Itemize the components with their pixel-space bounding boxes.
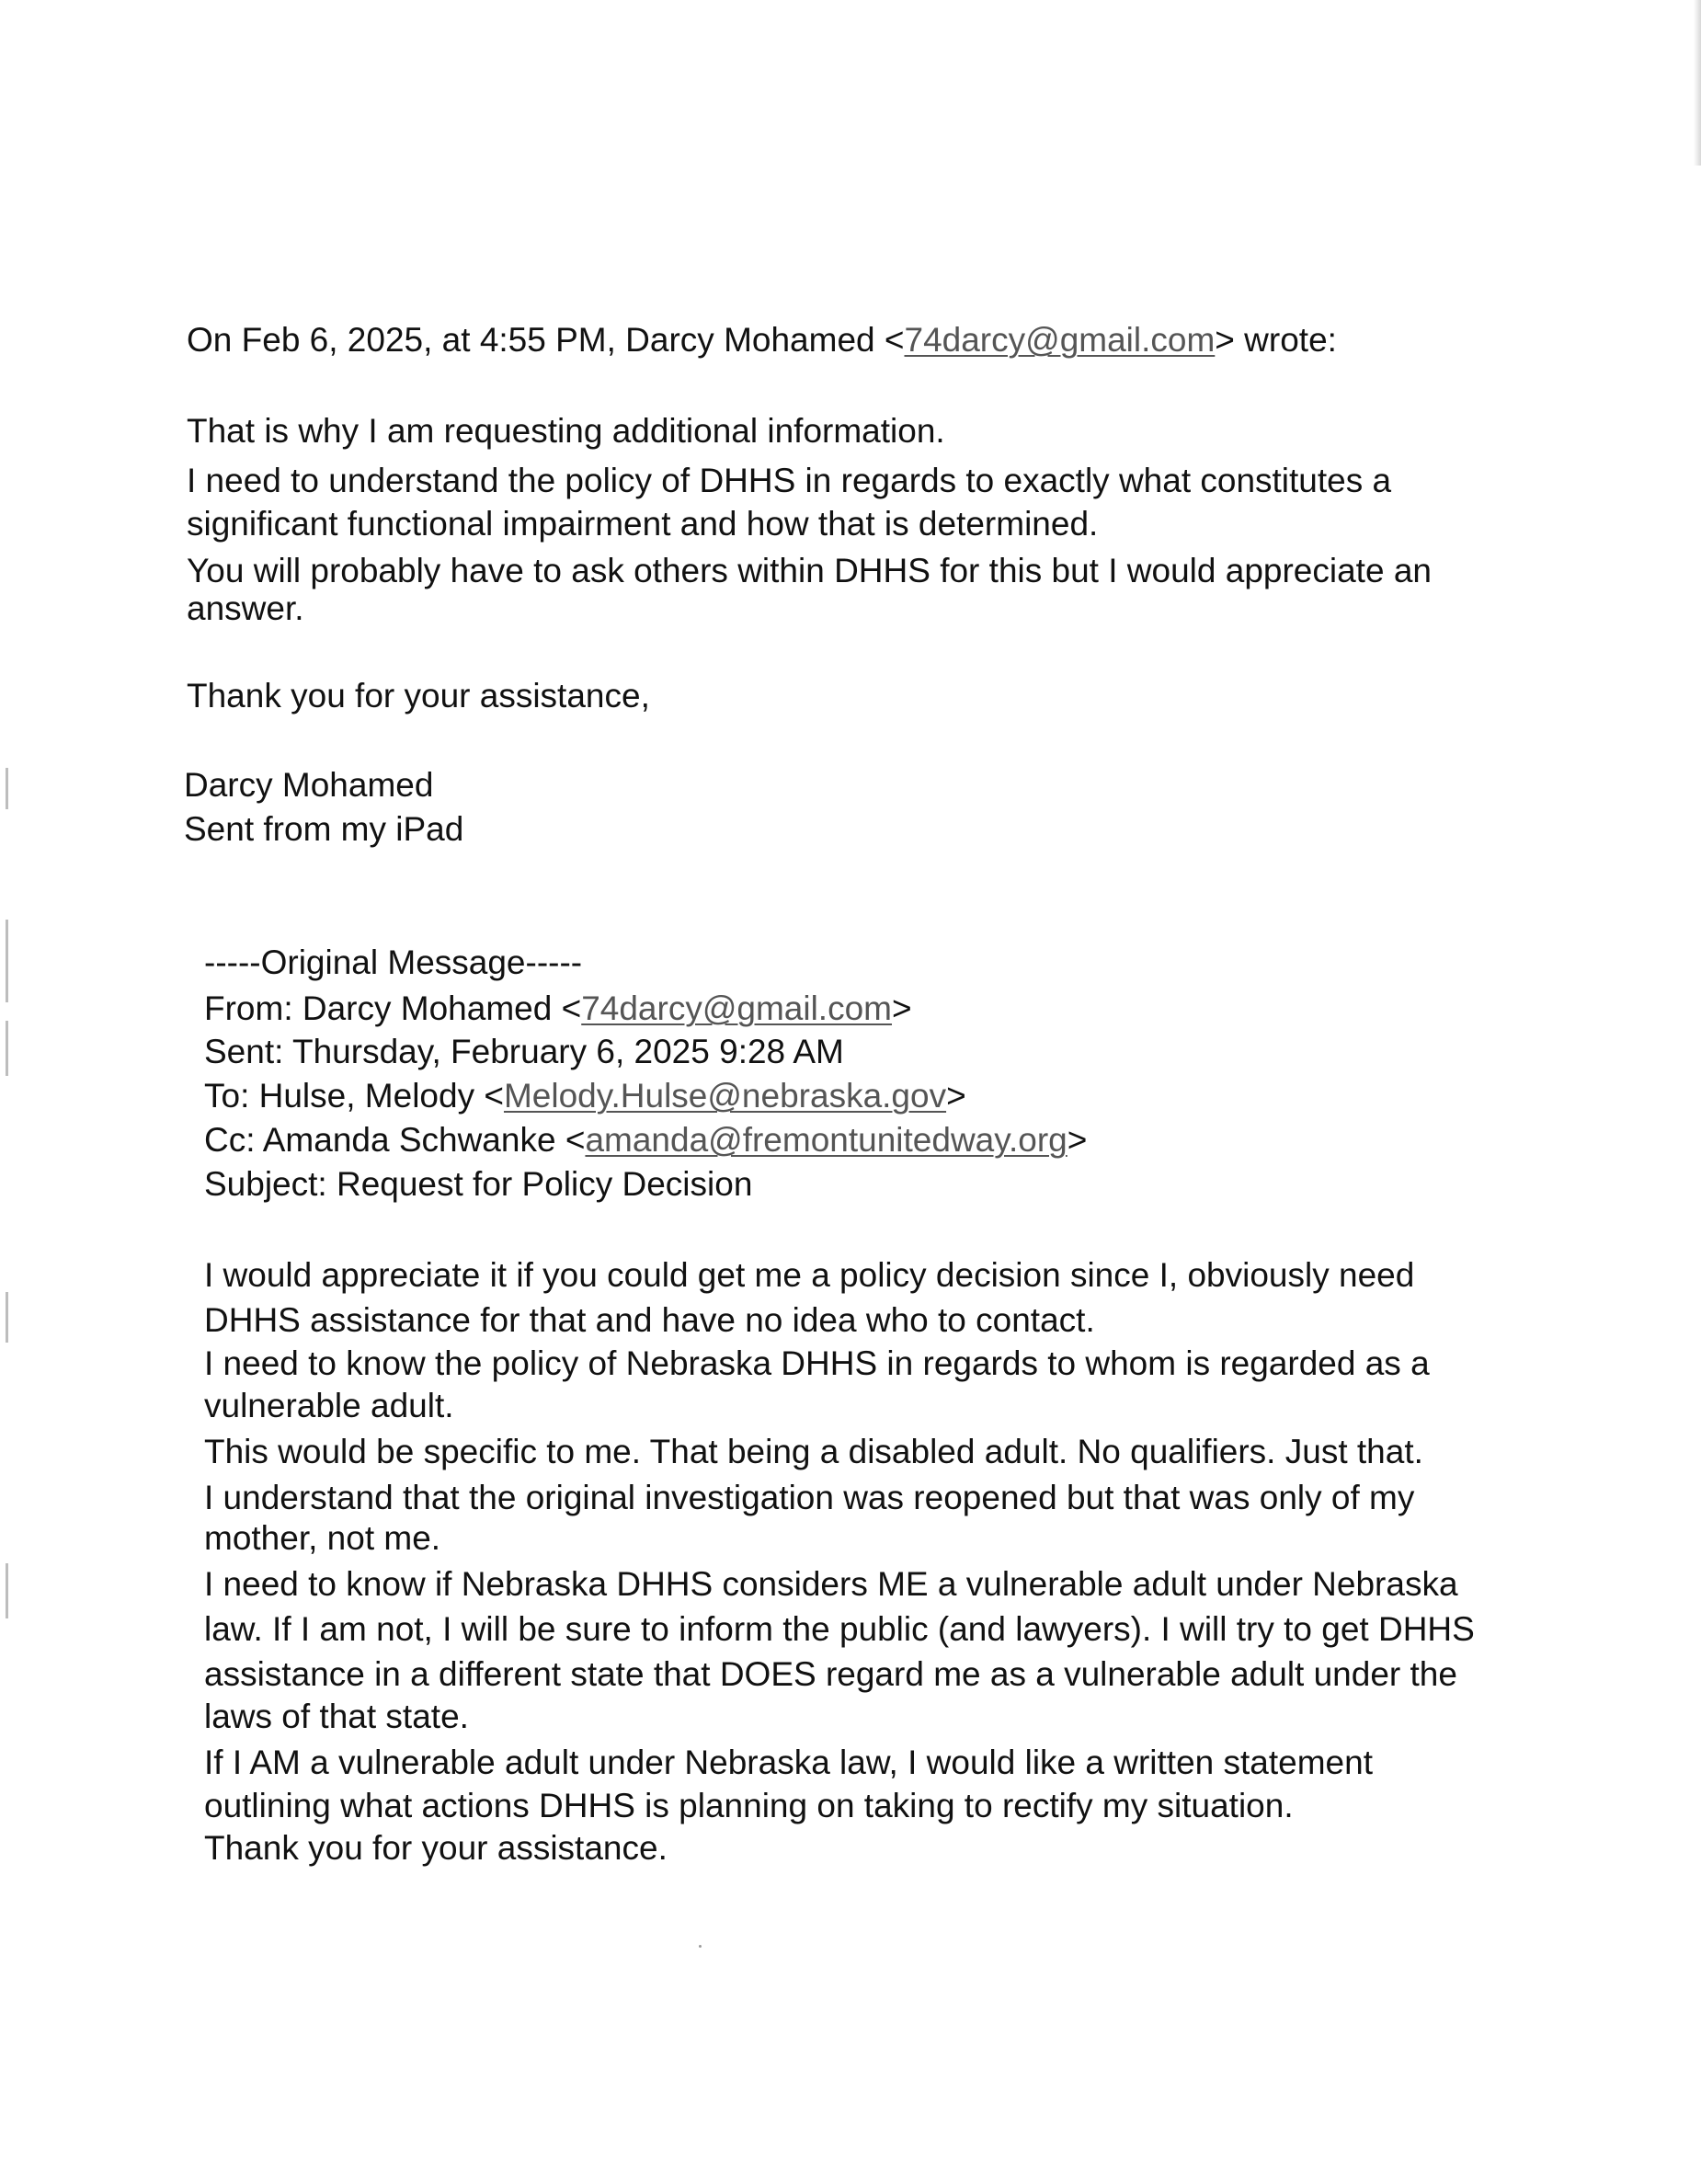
reply-body-line: That is why I am requesting additional information. xyxy=(187,412,945,450)
original-body-line: outlining what actions DHHS is planning on taking to rectify my situation. xyxy=(204,1787,1294,1824)
scan-mark xyxy=(6,1563,8,1618)
original-body-line: assistance in a different state that DOES regard me as a vulnerable adult under the xyxy=(204,1655,1457,1693)
from-label: From: Darcy Mohamed < xyxy=(204,989,582,1027)
reply-signature: Darcy Mohamed xyxy=(184,766,434,804)
original-body-line: I need to know the policy of Nebraska DHHS in regards to whom is regarded as a xyxy=(204,1344,1430,1382)
original-body-line: This would be specific to me. That being a disabled adult. No qualifiers. Just that. xyxy=(204,1433,1423,1470)
reply-header-prefix: On Feb 6, 2025, at 4:55 PM, Darcy Mohamed < xyxy=(187,321,905,359)
from-end: > xyxy=(892,989,912,1027)
reply-header-suffix: > wrote: xyxy=(1215,321,1337,359)
reply-body-line: I need to understand the policy of DHHS in regards to exactly what constitutes a xyxy=(187,462,1392,499)
scan-mark xyxy=(6,768,8,809)
cc-email-link[interactable]: amanda@fremontunitedway.org xyxy=(585,1121,1067,1159)
original-body-line: Thank you for your assistance. xyxy=(204,1829,668,1867)
from-email-link[interactable]: 74darcy@gmail.com xyxy=(581,989,892,1027)
cc-end: > xyxy=(1067,1121,1088,1159)
original-sent: Sent: Thursday, February 6, 2025 9:28 AM xyxy=(204,1033,844,1070)
original-to xyxy=(204,1076,966,1116)
original-body-line: I would appreciate it if you could get me a policy decision since I, obviously need xyxy=(204,1256,1415,1294)
to-end: > xyxy=(946,1077,966,1115)
original-message-separator: -----Original Message----- xyxy=(204,943,583,981)
original-body-line: DHHS assistance for that and have no idea who to contact. xyxy=(204,1301,1095,1339)
scan-mark xyxy=(6,1021,8,1076)
scan-edge-shadow xyxy=(1694,0,1701,166)
scan-speck xyxy=(699,1945,702,1948)
original-cc xyxy=(204,1120,1087,1161)
reply-closing: Thank you for your assistance, xyxy=(187,677,650,715)
original-body-line: vulnerable adult. xyxy=(204,1387,454,1424)
scan-mark xyxy=(6,920,8,1002)
to-label: To: Hulse, Melody < xyxy=(204,1077,504,1115)
reply-body-line: answer. xyxy=(187,589,304,627)
reply-header xyxy=(187,320,1337,360)
reply-sent-from: Sent from my iPad xyxy=(184,810,464,848)
scan-mark xyxy=(6,1292,8,1343)
original-body-line: law. If I am not, I will be sure to inform the public (and lawyers). I will try to get DHHS xyxy=(204,1610,1475,1648)
original-body-line: I need to know if Nebraska DHHS considers ME a vulnerable adult under Nebraska xyxy=(204,1565,1458,1603)
original-body-line: mother, not me. xyxy=(204,1519,441,1557)
cc-label: Cc: Amanda Schwanke < xyxy=(204,1121,586,1159)
to-email-link[interactable]: Melody.Hulse@nebraska.gov xyxy=(503,1077,947,1115)
original-body-line: I understand that the original investigation was reopened but that was only of my xyxy=(204,1479,1415,1516)
reply-body-line: You will probably have to ask others within DHHS for this but I would appreciate an xyxy=(187,552,1432,589)
original-body-line: laws of that state. xyxy=(204,1698,469,1735)
original-body-line: If I AM a vulnerable adult under Nebraska law, I would like a written statement xyxy=(204,1744,1373,1781)
reply-body-line: significant functional impairment and how that is determined. xyxy=(187,505,1099,543)
original-subject: Subject: Request for Policy Decision xyxy=(204,1165,753,1203)
reply-sender-email-link[interactable]: 74darcy@gmail.com xyxy=(904,321,1216,359)
original-from xyxy=(204,989,912,1029)
